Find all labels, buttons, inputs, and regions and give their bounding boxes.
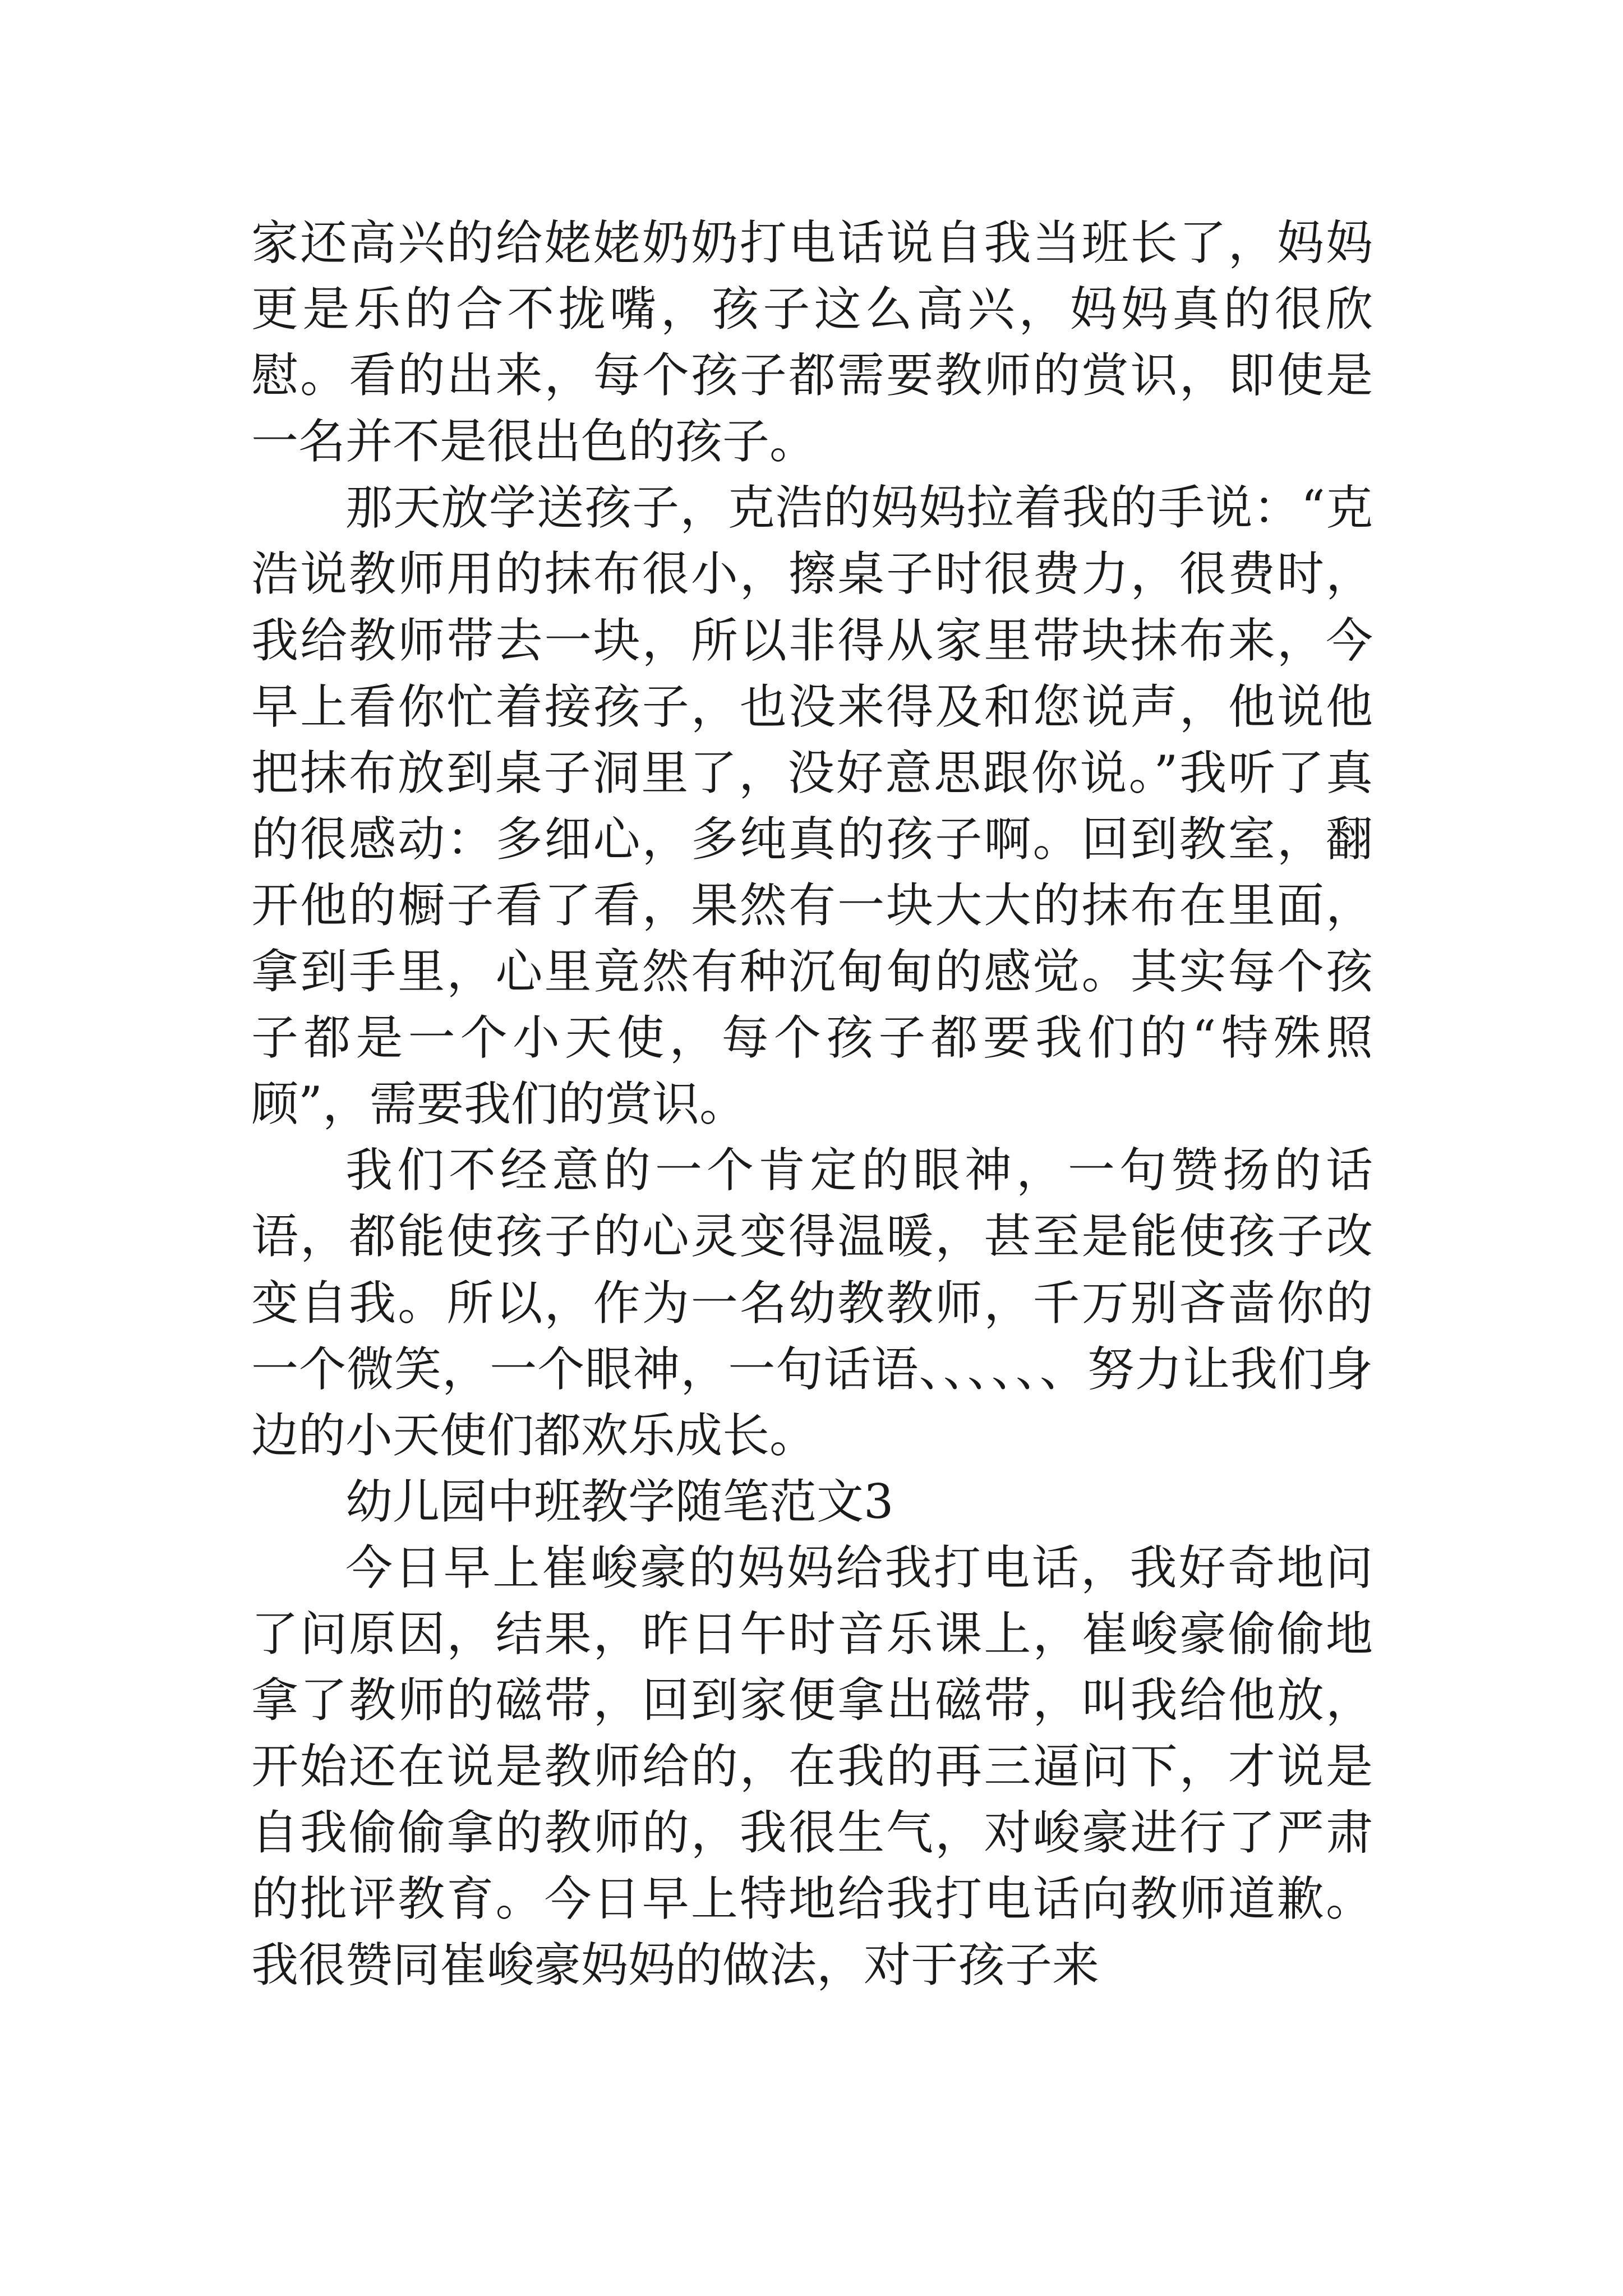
paragraph-encouragement: 我们不经意的一个肯定的眼神，一句赞扬的话语，都能使孩子的心灵变得温暖，甚至是能使孩子改变自我。所以，作为一名幼教教师，千万别吝啬你的一个微笑，一个眼神，一句话语、、、、、、努力让我们身边的小天使们都欢乐成长。 <box>251 1143 1373 1463</box>
paragraph-continued: 家还高兴的给姥姥奶奶打电话说自我当班长了，妈妈更是乐的合不拢嘴，孩子这么高兴，妈妈真的很欣慰。看的出来，每个孩子都需要教师的赏识，即使是一名并不是很出色的孩子。 <box>251 215 1373 470</box>
document-body <box>251 210 1373 1999</box>
section-heading: 幼儿园中班教学随笔范文3 <box>345 1474 894 1529</box>
paragraph-kehao-story: 那天放学送孩子，克浩的妈妈拉着我的手说：“克浩说教师用的抹布很小，擦桌子时很费力，很费时，我给教师带去一块，所以非得从家里带块抹布来，今早上看你忙着接孩子，也没来得及和您说声，他说他把抹布放到桌子洞里了，没好意思跟你说。”我听了真的很感动：多细心，多纯真的孩子啊。回到教室，翻开他的橱子看了看，果然有一块大大的抹布在里面，拿到手里，心里竟然有种沉甸甸的感觉。其实每个孩子都是一个小天使，每个孩子都要我们的“特殊照顾”，需要我们的赏识。 <box>251 480 1373 1132</box>
paragraph-cui-junhao: 今日早上崔峻豪的妈妈给我打电话，我好奇地问了问原因，结果，昨日午时音乐课上，崔峻豪偷偷地拿了教师的磁带，回到家便拿出磁带，叫我给他放，开始还在说是教师给的，在我的再三逼问下，才说是自我偷偷拿的教师的，我很生气，对峻豪进行了严肃的批评教育。今日早上特地给我打电话向教师道歉。我很赞同崔峻豪妈妈的做法，对于孩子来 <box>251 1540 1373 1993</box>
